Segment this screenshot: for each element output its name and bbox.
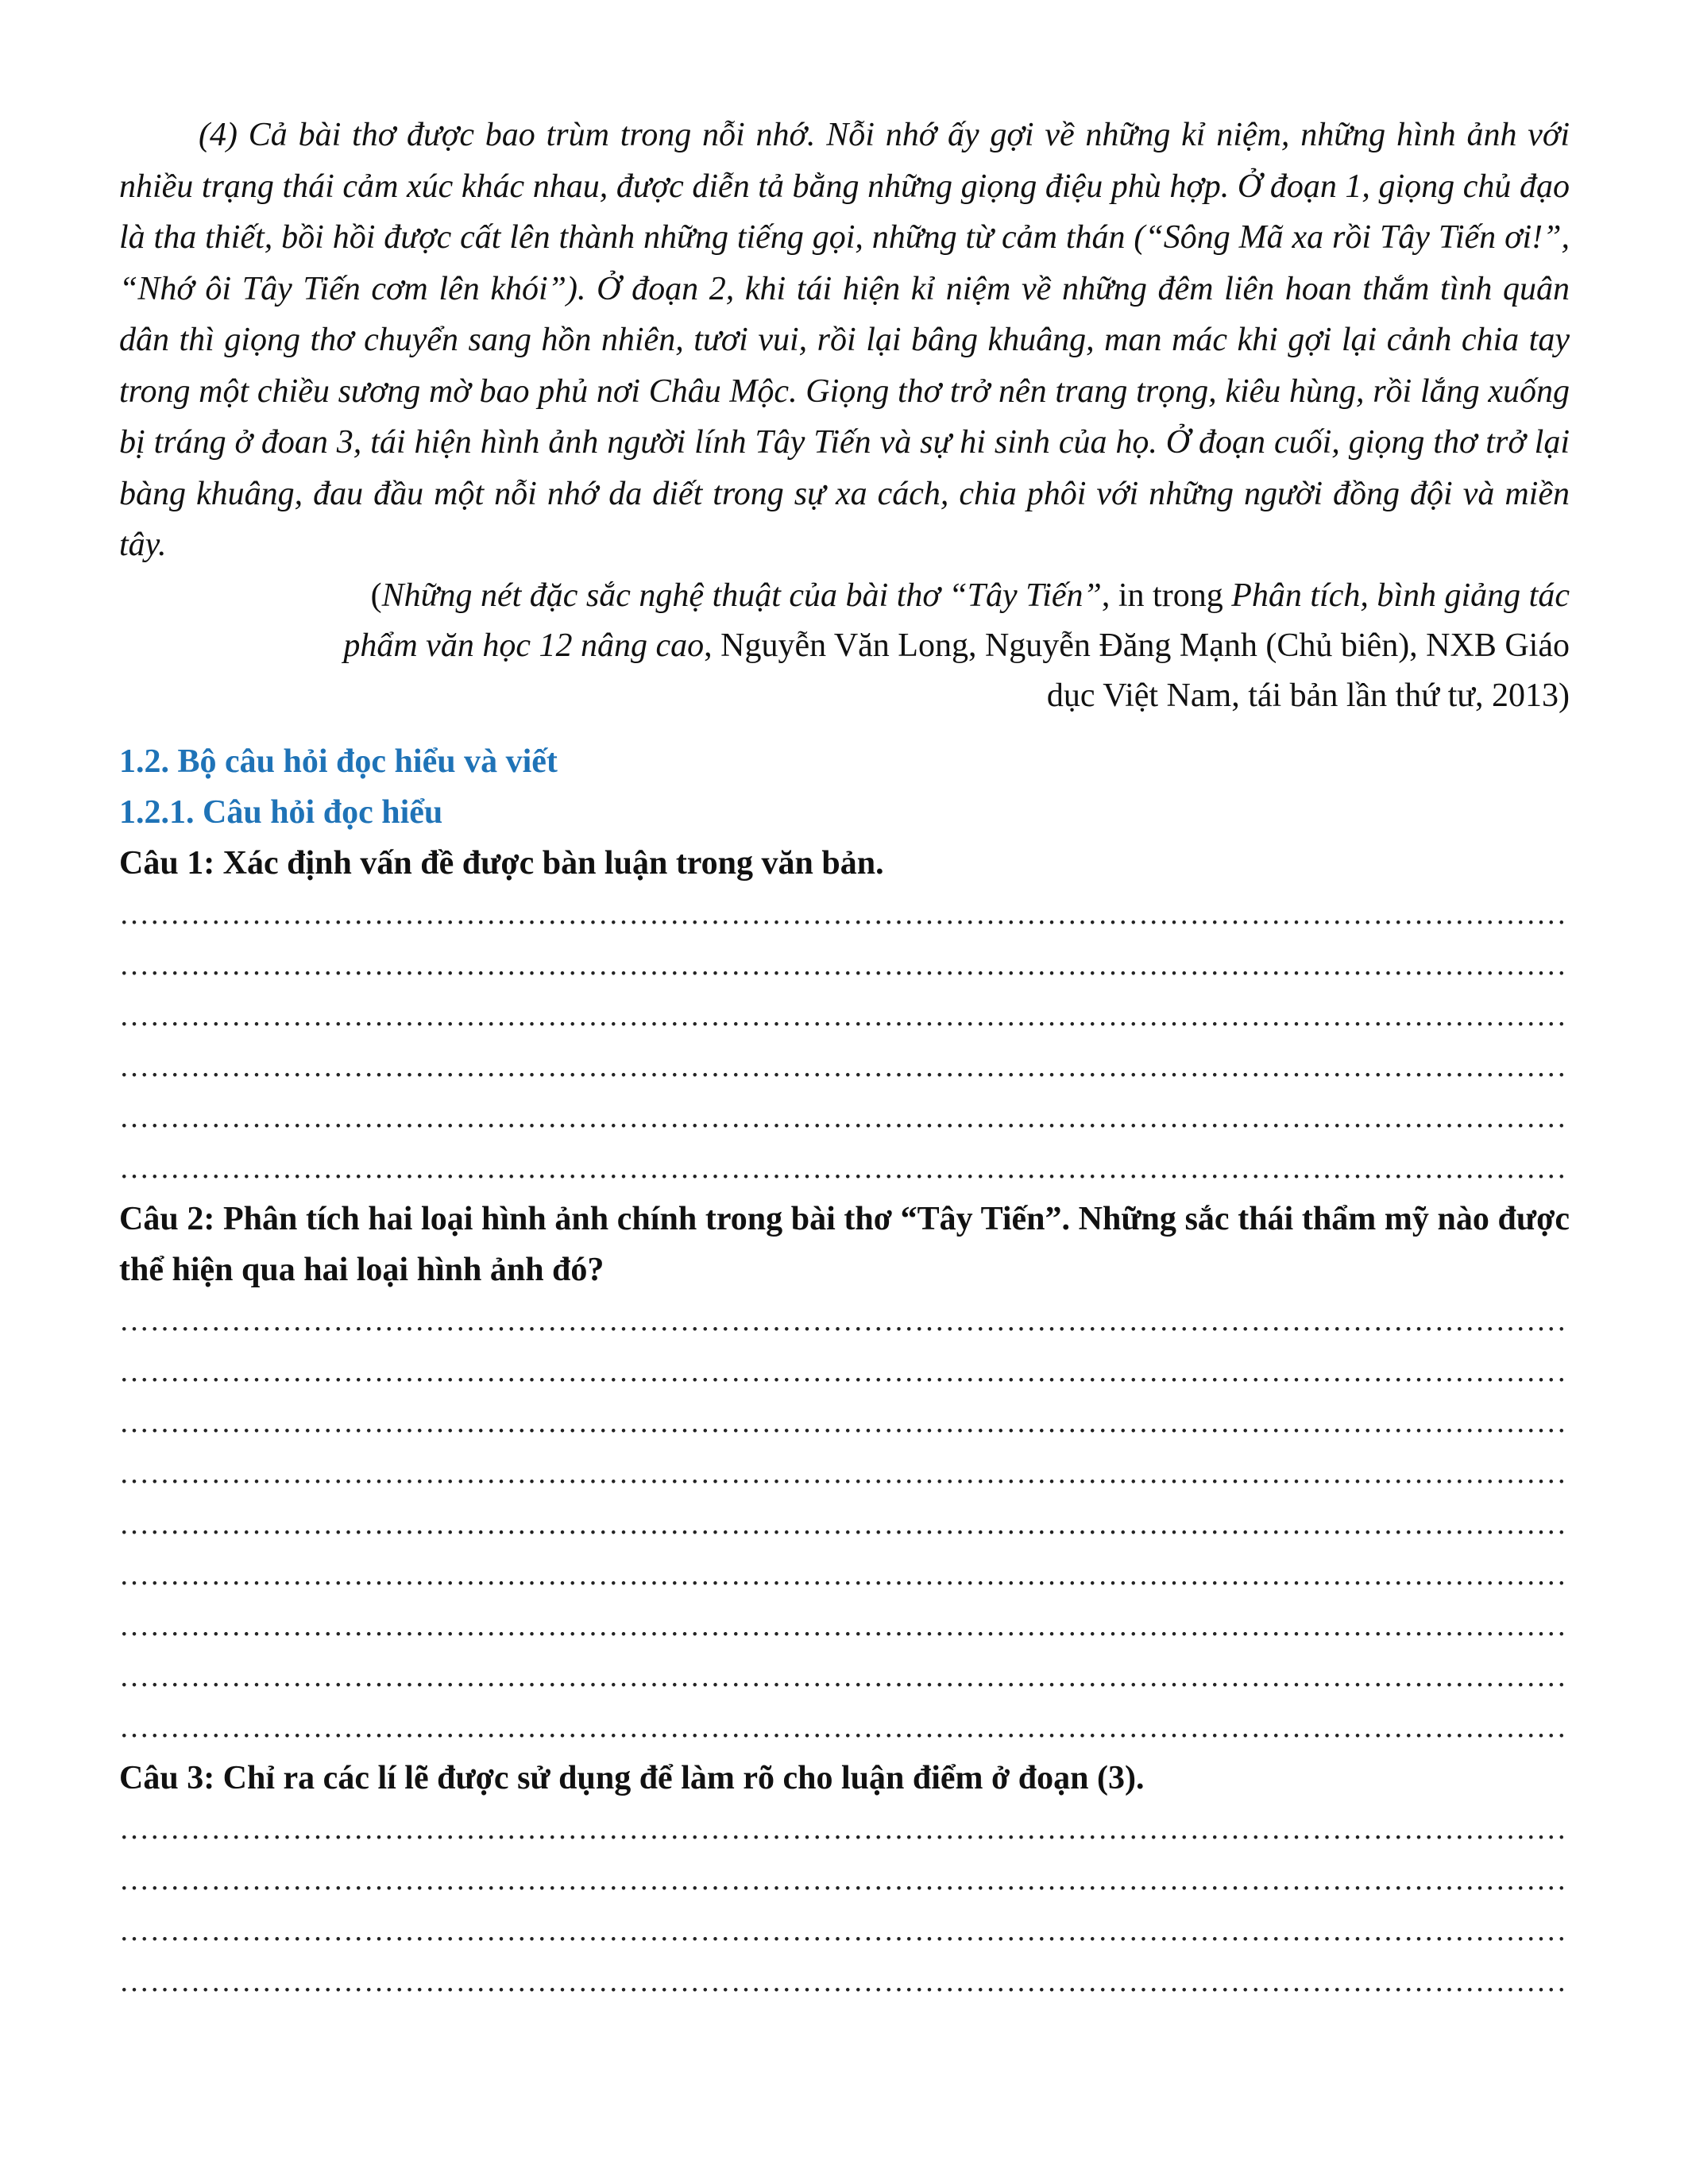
section-heading: 1.2. Bộ câu hỏi đọc hiểu và viết xyxy=(119,743,558,780)
citation-open: ( xyxy=(370,577,382,614)
question-2: Câu 2: Phân tích hai loại hình ảnh chính trong bài thơ “Tây Tiến”. Những sắc thái thẩm mỹ nào được thể hiện qua hai loại hình ảnh đó? xyxy=(119,1200,1570,1288)
document-page xyxy=(119,110,1570,2007)
citation-authors: , Nguyễn Văn Long, Nguyễn Đăng Mạnh (Chủ biên), NXB Giáo xyxy=(704,627,1570,664)
answer-line xyxy=(119,940,1570,990)
citation-in-trong: , in trong xyxy=(1101,577,1232,614)
answer-line xyxy=(119,1346,1570,1397)
citation-article-title: Những nét đặc sắc nghệ thuật của bài thơ “Tây Tiến” xyxy=(381,577,1102,614)
citation-book-title-2: phẩm văn học 12 nâng cao xyxy=(343,627,705,664)
answer-line xyxy=(119,1702,1570,1753)
answer-line xyxy=(119,1041,1570,1092)
answer-line xyxy=(119,1854,1570,1905)
paragraph-4: (4) Cả bài thơ được bao trùm trong nỗi nhớ. Nỗi nhớ ấy gợi về những kỉ niệm, những hình ảnh với nhiều trạng thái cảm xúc khác nhau, được diễn tả bằng những giọng điệu phù hợp. Ở đoạn 1, giọng chủ đạo là tha thiết, bồi hồi được cất lên thành những tiếng gọi, những từ cảm thán (“Sông Mã xa rồi Tây Tiến ơi!”, “Nhớ ôi Tây Tiến cơm lên khói”). Ở đoạn 2, khi tái hiện kỉ niệm về những đêm liên hoan thắm tình quân dân thì giọng thơ chuyển sang hồn nhiên, tươi vui, rồi lại bâng khuâng, man mác khi gợi lại cảnh chia tay trong một chiều sương mờ bao phủ nơi Châu Mộc. Giọng thơ trở nên trang trọng, kiêu hùng, rồi lắng xuống bị tráng ở đoan 3, tái hiện hình ảnh người lính Tây Tiến và sự hi sinh của họ. Ở đoạn cuối, giọng thơ trở lại bàng khuâng, đau đầu một nỗi nhớ da diết trong sự xa cách, chia phôi với những người đồng đội và miền tây. xyxy=(119,117,1570,563)
answer-line xyxy=(119,1549,1570,1600)
answer-line xyxy=(119,1092,1570,1143)
citation xyxy=(119,571,1570,721)
answer-line xyxy=(119,990,1570,1041)
answer-line xyxy=(119,889,1570,940)
answer-line xyxy=(119,1651,1570,1702)
answer-line xyxy=(119,1804,1570,1854)
answer-lines-3 xyxy=(119,1804,1570,2007)
answer-line xyxy=(119,1448,1570,1499)
answer-line xyxy=(119,1499,1570,1549)
answer-line xyxy=(119,1397,1570,1448)
answer-lines-2 xyxy=(119,1295,1570,1753)
question-3: Câu 3: Chỉ ra các lí lẽ được sử dụng để làm rõ cho luận điểm ở đoạn (3). xyxy=(119,1759,1145,1796)
citation-book-title-1: Phân tích, bình giảng tác xyxy=(1231,577,1570,614)
answer-lines-1 xyxy=(119,889,1570,1194)
answer-line xyxy=(119,1143,1570,1194)
answer-line xyxy=(119,1600,1570,1651)
answer-line xyxy=(119,1905,1570,1956)
citation-tail: dục Việt Nam, tái bản lần thứ tư, 2013) xyxy=(1046,677,1570,714)
answer-line xyxy=(119,1956,1570,2007)
answer-line xyxy=(119,1295,1570,1346)
subsection-heading: 1.2.1. Câu hỏi đọc hiểu xyxy=(119,793,443,831)
question-1: Câu 1: Xác định vấn đề được bàn luận trong văn bản. xyxy=(119,844,884,882)
